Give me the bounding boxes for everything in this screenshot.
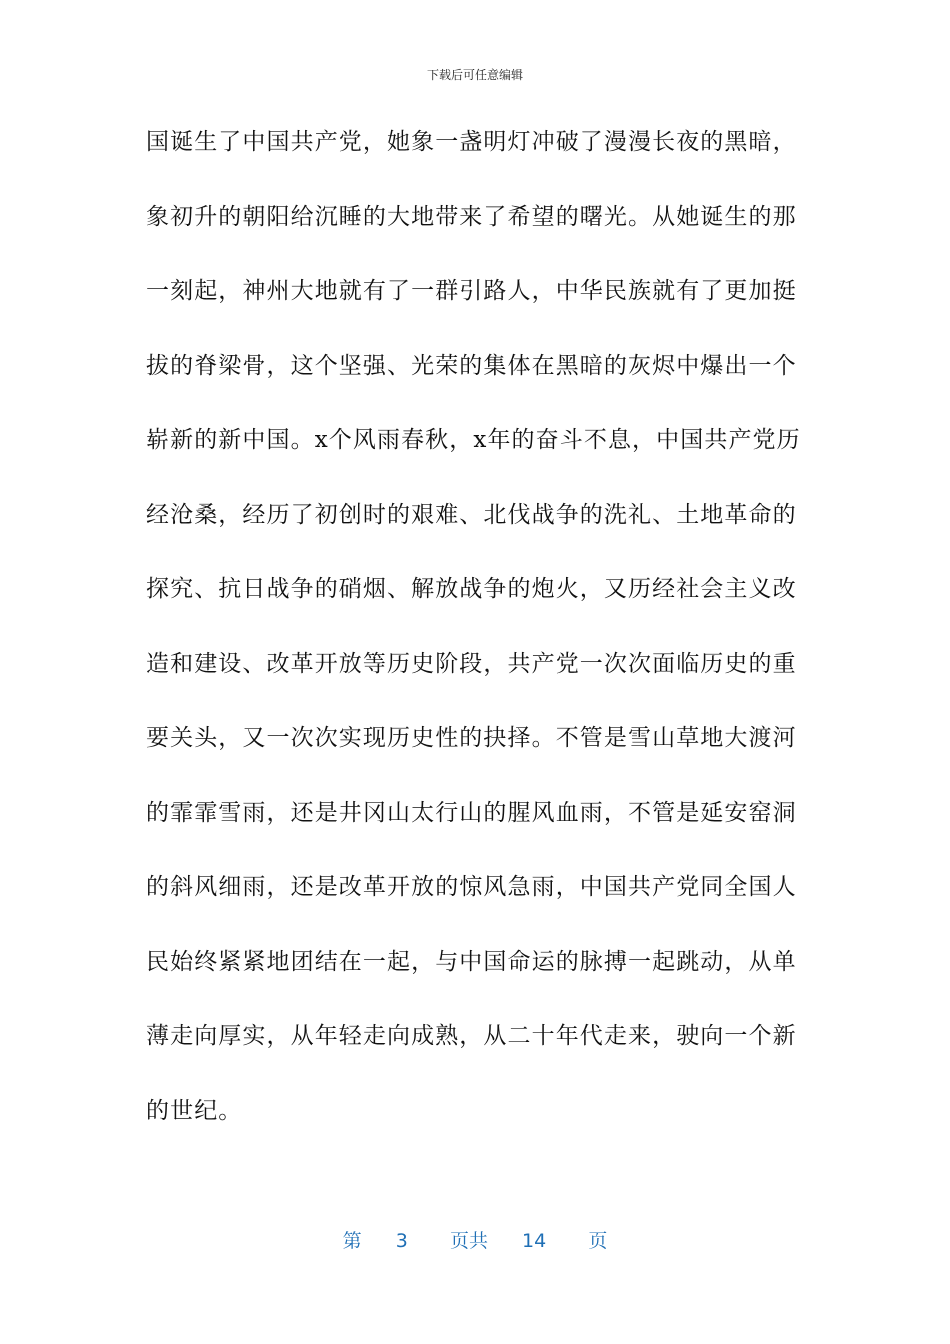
text-line: 拔的脊梁骨，这个坚强、光荣的集体在黑暗的灰烬中爆出一个 [146,352,797,379]
text-line: 经沧桑，经历了初创时的艰难、北伐战争的洗礼、土地革命的 [146,501,797,528]
text-line: 的斜风细雨，还是改革开放的惊风急雨，中国共产党同全国人 [146,874,797,900]
header-note: 下载后可任意编辑 [426,68,523,82]
page-prefix: 第 [342,1230,362,1252]
page-mid: 页共 [449,1230,488,1252]
text-line: 民始终紧紧地团结在一起，与中国命运的脉搏一起跳动，从单 [146,948,797,975]
text-line: 薄走向厚实，从年轻走向成熟，从二十年代走来，驶向一个新 [146,1023,797,1049]
text-line: 象初升的朝阳给沉睡的大地带来了希望的曙光。从她诞生的那 [146,203,797,230]
text-line: 国诞生了中国共产党，她象一盏明灯冲破了漫漫长夜的黑暗， [146,129,797,155]
page-suffix: 页 [588,1230,608,1252]
page-number: 3 [395,1230,408,1252]
page-footer [0,1226,950,1253]
text-line: 的世纪。 [146,1097,243,1124]
text-line: 造和建设、改革开放等历史阶段，共产党一次次面临历史的重 [146,650,797,677]
text-line: 要关头，又一次次实现历史性的抉择。不管是雪山草地大渡河 [146,725,797,751]
body-paragraph [146,120,806,1163]
text-line: 崭新的新中国。x个风雨春秋，x年的奋斗不息，中国共产党历 [146,427,801,453]
text-line: 一刻起，神州大地就有了一群引路人，中华民族就有了更加挺 [146,278,797,304]
total-pages: 14 [522,1230,547,1252]
text-line: 探究、抗日战争的硝烟、解放战争的炮火，又历经社会主义改 [146,576,797,602]
text-line: 的霏霏雪雨，还是井冈山太行山的腥风血雨，不管是延安窑洞 [146,799,797,826]
